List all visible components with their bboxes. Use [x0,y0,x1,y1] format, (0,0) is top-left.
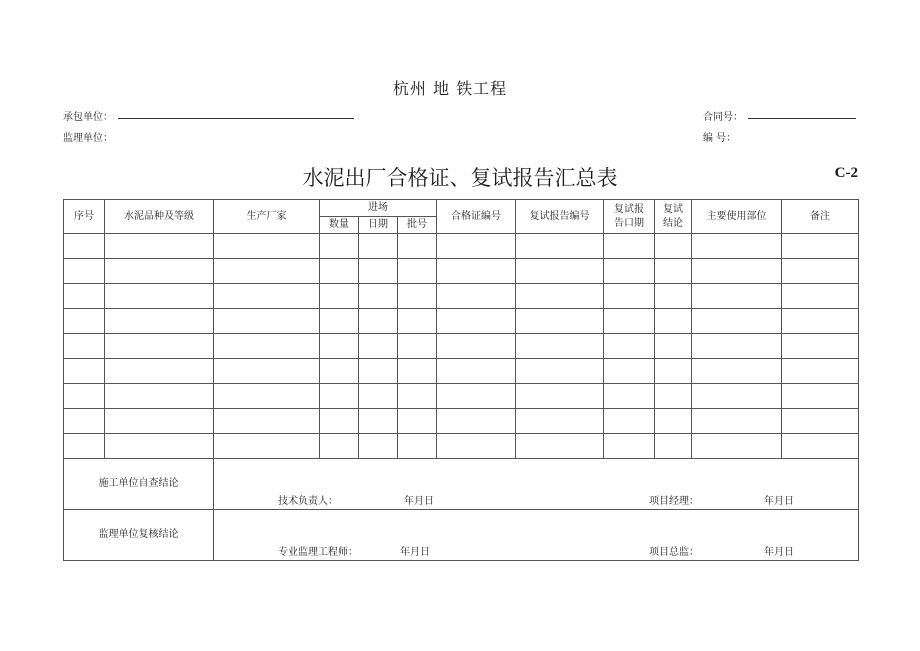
table-cell[interactable] [604,284,655,309]
table-cell[interactable] [359,359,398,384]
table-cell[interactable] [64,334,105,359]
serial-label: 编 号： [703,133,737,144]
table-cell[interactable] [359,309,398,334]
table-cell[interactable] [64,234,105,259]
table-cell[interactable] [359,409,398,434]
table-row [64,334,859,359]
table-cell[interactable] [398,434,437,459]
table-cell[interactable] [320,284,359,309]
table-cell[interactable] [516,409,604,434]
header-manufacturer: 生产厂家 [214,200,320,234]
table-cell[interactable] [437,359,516,384]
supervising-engineer-label: 专业监理工程师： [278,547,358,558]
table-cell[interactable] [782,234,859,259]
table-cell[interactable] [398,409,437,434]
table-cell[interactable] [398,259,437,284]
table-cell[interactable] [398,309,437,334]
table-cell[interactable] [655,359,692,384]
header-usage: 主要使用部位 [692,200,782,234]
table-cell[interactable] [437,334,516,359]
table-cell[interactable] [105,334,214,359]
table-cell[interactable] [692,259,782,284]
table-row [64,434,859,459]
table-cell[interactable] [437,234,516,259]
table-cell[interactable] [64,359,105,384]
table-cell[interactable] [782,384,859,409]
header-cert-no: 合格证编号 [437,200,516,234]
table-cell[interactable] [437,309,516,334]
table-cell[interactable] [320,434,359,459]
header-seq: 序号 [64,200,105,234]
table-cell[interactable] [64,384,105,409]
table-cell[interactable] [320,409,359,434]
table-cell[interactable] [604,234,655,259]
table-cell[interactable] [359,259,398,284]
table-cell[interactable] [655,334,692,359]
table-cell[interactable] [64,309,105,334]
contractor-label: 承包单位： [63,112,113,123]
table-cell[interactable] [105,234,214,259]
table-cell[interactable] [320,359,359,384]
table-cell[interactable] [782,359,859,384]
table-cell[interactable] [655,234,692,259]
supervising-engineer-date: 年月日 [400,547,430,558]
table-cell[interactable] [359,284,398,309]
construction-conclusion-cell[interactable] [214,459,859,510]
table-cell[interactable] [437,409,516,434]
table-cell[interactable] [655,434,692,459]
header-remarks: 备注 [782,200,859,234]
table-cell[interactable] [604,384,655,409]
table-cell[interactable] [214,359,320,384]
table-cell[interactable] [214,384,320,409]
table-cell[interactable] [516,234,604,259]
technical-lead-date: 年月日 [404,496,434,507]
table-cell[interactable] [105,359,214,384]
project-name: 杭州 地 铁工程 [392,79,508,98]
table-cell[interactable] [692,409,782,434]
table-row [64,384,859,409]
table-cell[interactable] [782,259,859,284]
table-cell[interactable] [320,309,359,334]
supervision-conclusion-row [64,510,859,561]
table-cell[interactable] [320,259,359,284]
contract-no-field[interactable] [748,118,856,119]
table-cell[interactable] [782,334,859,359]
contractor-field[interactable] [118,118,354,119]
table-row [64,309,859,334]
table-row [64,409,859,434]
table-cell[interactable] [692,434,782,459]
header-row-1 [64,200,859,217]
table-cell[interactable] [320,384,359,409]
summary-table [63,199,859,561]
table-cell[interactable] [320,334,359,359]
table-cell[interactable] [516,259,604,284]
table-cell[interactable] [782,409,859,434]
chief-supervisor-label: 项目总监： [649,547,699,558]
table-cell[interactable] [516,359,604,384]
table-cell[interactable] [604,259,655,284]
header-retest-conclusion: 复试结论 [655,200,692,234]
table-cell[interactable] [398,234,437,259]
table-row [64,259,859,284]
table-cell[interactable] [214,334,320,359]
contract-no-label: 合同号： [703,112,743,123]
table-cell[interactable] [692,309,782,334]
header-batch: 批号 [398,217,437,234]
table-cell[interactable] [655,284,692,309]
table-cell[interactable] [398,284,437,309]
table-cell[interactable] [692,234,782,259]
table-cell[interactable] [359,384,398,409]
table-cell[interactable] [604,359,655,384]
table-cell[interactable] [516,284,604,309]
header-retest-date: 复试报告口期 [604,200,655,234]
project-manager-date: 年月日 [764,496,794,507]
partially-hidden-meta-row [0,126,920,144]
table-cell[interactable] [604,434,655,459]
supervision-conclusion-cell[interactable] [214,510,859,561]
table-cell[interactable] [437,284,516,309]
technical-lead-label: 技术负责人： [278,496,338,507]
header-retest-no: 复试报告编号 [516,200,604,234]
table-cell[interactable] [655,259,692,284]
table-cell[interactable] [398,334,437,359]
table-cell[interactable] [320,234,359,259]
table-cell[interactable] [64,259,105,284]
table-cell[interactable] [359,234,398,259]
table-cell[interactable] [105,259,214,284]
header-cement-type: 水泥品种及等级 [105,200,214,234]
project-manager-label: 项目经理： [649,496,699,507]
table-cell[interactable] [604,409,655,434]
table-cell[interactable] [782,284,859,309]
supervision-conclusion-label: 监理单位复核结论 [64,510,214,561]
table-cell[interactable] [604,334,655,359]
table-cell[interactable] [214,434,320,459]
table-cell[interactable] [516,309,604,334]
table-row [64,234,859,259]
table-cell[interactable] [516,384,604,409]
table-cell[interactable] [64,284,105,309]
table-cell[interactable] [214,309,320,334]
table-row [64,359,859,384]
table-cell[interactable] [655,309,692,334]
chief-supervisor-date: 年月日 [764,547,794,558]
table-cell[interactable] [359,434,398,459]
table-cell[interactable] [214,259,320,284]
table-cell[interactable] [398,384,437,409]
supervisor-label: 监理单位： [63,133,113,144]
table-cell[interactable] [105,409,214,434]
construction-conclusion-row [64,459,859,510]
header-entry: 进场 [320,200,437,217]
table-cell[interactable] [64,409,105,434]
table-cell[interactable] [437,434,516,459]
table-cell[interactable] [105,384,214,409]
table-cell[interactable] [214,234,320,259]
table-cell[interactable] [64,434,105,459]
table-cell[interactable] [437,384,516,409]
table-cell[interactable] [105,434,214,459]
table-cell[interactable] [359,334,398,359]
table-cell[interactable] [105,309,214,334]
table-cell[interactable] [437,259,516,284]
table-cell[interactable] [604,309,655,334]
table-cell[interactable] [782,309,859,334]
table-cell[interactable] [214,284,320,309]
table-cell[interactable] [516,434,604,459]
header-date: 日期 [359,217,398,234]
table-cell[interactable] [655,409,692,434]
table-cell[interactable] [782,434,859,459]
table-cell[interactable] [692,384,782,409]
table-cell[interactable] [692,334,782,359]
construction-conclusion-label: 施工单位自查结论 [64,459,214,510]
form-code: C-2 [834,165,858,181]
table-row [64,284,859,309]
table-cell[interactable] [692,359,782,384]
table-cell[interactable] [105,284,214,309]
table-cell[interactable] [692,284,782,309]
form-title: 水泥出厂合格证、复试报告汇总表 [302,166,618,190]
table-cell[interactable] [214,409,320,434]
table-cell[interactable] [398,359,437,384]
header-quantity: 数量 [320,217,359,234]
table-cell[interactable] [516,334,604,359]
table-cell[interactable] [655,384,692,409]
